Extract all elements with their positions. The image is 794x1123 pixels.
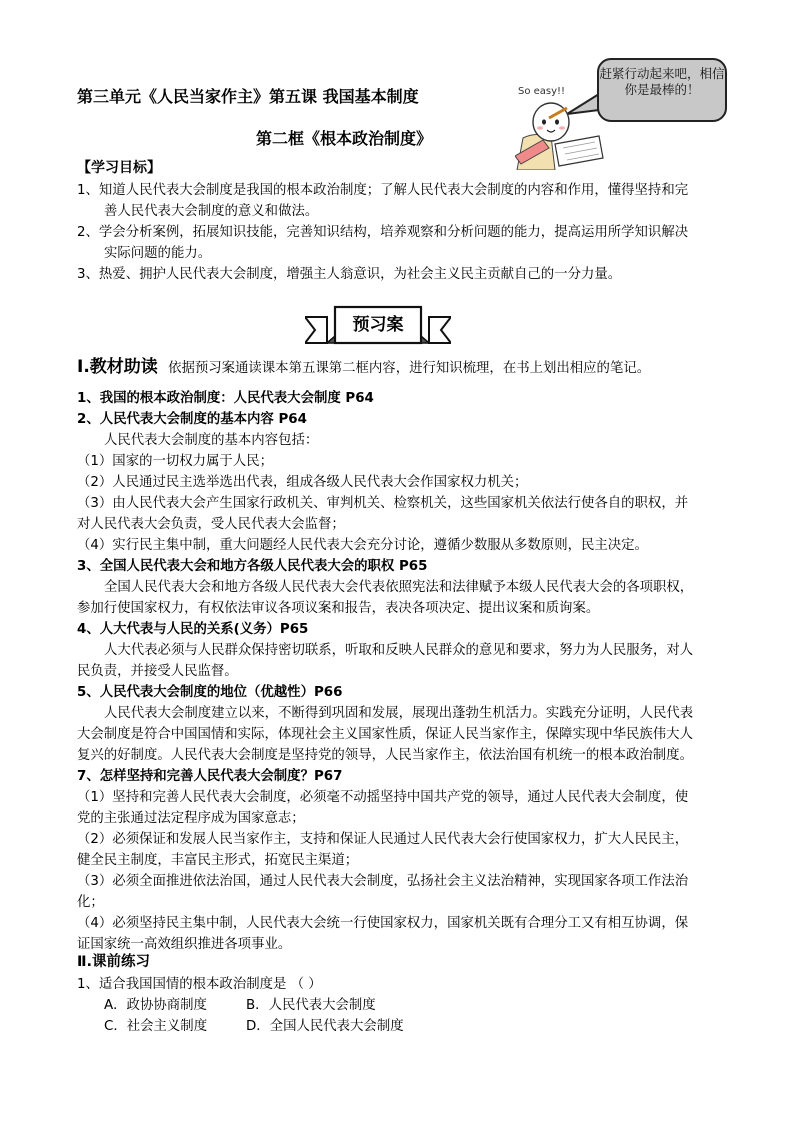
- objectives-heading: 【学习目标】: [77, 160, 161, 176]
- content-line: （2）必须保证和发展人民当家作主，支持和保证人民通过人民代表大会行使国家权力，扩大人民民主，: [77, 832, 689, 847]
- section1-line: [77, 357, 650, 379]
- content-heading: 3、全国人民代表大会和地方各级人民代表大会的职权 P65: [77, 559, 428, 574]
- section2-heading: Ⅱ.课前练习: [77, 954, 151, 970]
- objective-line: 善人民代表大会制度的意义和做法。: [104, 204, 319, 219]
- option-a[interactable]: A．政协协商制度: [104, 998, 207, 1013]
- section1-heading: Ⅰ.教材助读: [77, 357, 158, 377]
- content-line: 化；: [77, 895, 104, 910]
- speech-bubble: [597, 58, 727, 122]
- content-line: 证国家统一高效组织推进各项事业。: [77, 937, 292, 952]
- cartoon-caption: So easy!!: [518, 86, 566, 97]
- question: 1、适合我国国情的根本政治制度是 （ ）: [77, 977, 322, 992]
- content-line: （1）国家的一切权力属于人民；: [77, 454, 273, 469]
- option-c[interactable]: C．社会主义制度: [104, 1019, 208, 1034]
- objective-line: 实际问题的能力。: [104, 246, 212, 261]
- content-line: 民负责，并接受人民监督。: [77, 664, 238, 679]
- content-line: 全国人民代表大会和地方各级人民代表大会代表依照宪法和法律赋予本级人民代表大会的各项职权，: [104, 580, 694, 595]
- content-line: 大会制度是符合中国国情和实际，体现社会主义国家性质，保证人民当家作主，保障实现中华民族伟大人: [77, 727, 693, 742]
- content-heading: 2、人民代表大会制度的基本内容 P64: [77, 412, 307, 427]
- content-line: （3）必须全面推进依法治国，通过人民代表大会制度，弘扬社会主义法治精神，实现国家各项工作法治: [77, 874, 689, 889]
- speech-bubble-text: 赶紧行动起来吧，相信你是最棒的！: [599, 66, 725, 97]
- option-d[interactable]: D．全国人民代表大会制度: [246, 1019, 404, 1034]
- content-line: 健全民主制度，丰富民主形式，拓宽民主渠道；: [77, 853, 359, 868]
- content-heading: 5、人民代表大会制度的地位（优越性）P66: [77, 685, 343, 700]
- content-line: 复兴的好制度。人民代表大会制度是坚持党的领导，人民当家作主，依法治国有机统一的根本政治制度。: [77, 748, 693, 763]
- content-heading: 1、我国的根本政治制度：人民代表大会制度 P64: [77, 391, 374, 406]
- section1-intro: 依据预习案通读课本第五课第二框内容，进行知识梳理，在书上划出相应的笔记。: [168, 361, 651, 376]
- content-line: （2）人民通过民主选举选出代表，组成各级人民代表大会作国家权力机关；: [77, 475, 528, 490]
- content-line: （1）坚持和完善人民代表大会制度，必须毫不动摇坚持中国共产党的领导，通过人民代表大会制度，使: [77, 790, 689, 805]
- objective-line: 2、学会分析案例，拓展知识技能，完善知识结构，培养观察和分析问题的能力，提高运用所学知识解决: [77, 225, 689, 240]
- content-line: 人民代表大会制度的基本内容包括：: [104, 433, 319, 448]
- lesson-title: 第三单元《人民当家作主》第五课 我国基本制度: [77, 87, 419, 106]
- banner-label: 预习案: [352, 315, 404, 335]
- content-heading: 7、怎样坚持和完善人民代表大会制度？P67: [77, 769, 343, 784]
- objective-line: 1、知道人民代表大会制度是我国的根本政治制度；了解人民代表大会制度的内容和作用，懂得坚持和完: [77, 183, 689, 198]
- content-line: （3）由人民代表大会产生国家行政机关、审判机关、检察机关，这些国家机关依法行使各自的职权，并: [77, 496, 689, 511]
- cartoon-writing-icon: [515, 78, 605, 170]
- objective-line: 3、热爱、拥护人民代表大会制度，增强主人翁意识，为社会主义民主贡献自己的一分力量。: [77, 267, 622, 282]
- content-line: 参加行使国家权力，有权依法审议各项议案和报告，表决各项决定、提出议案和质询案。: [77, 601, 600, 616]
- lesson-subtitle: 第二框《根本政治制度》: [256, 129, 433, 148]
- option-b[interactable]: B．人民代表大会制度: [246, 998, 376, 1013]
- content-heading: 4、人大代表与人民的关系(义务）P65: [77, 622, 309, 637]
- content-line: 对人民代表大会负责，受人民代表大会监督；: [77, 517, 345, 532]
- content-line: 人大代表必须与人民群众保持密切联系，听取和反映人民群众的意见和要求，努力为人民服务，对人: [104, 643, 694, 658]
- content-line: （4）必须坚持民主集中制，人民代表大会统一行使国家权力，国家机关既有合理分工又有相互协调，保: [77, 916, 689, 931]
- content-line: 人民代表大会制度建立以来，不断得到巩固和发展，展现出蓬勃生机活力。实践充分证明，人民代表: [104, 706, 694, 721]
- content-line: （4）实行民主集中制，重大问题经人民代表大会充分讨论，遵循少数服从多数原则，民主决定。: [77, 538, 648, 553]
- content-line: 党的主张通过法定程序成为国家意志；: [77, 811, 305, 826]
